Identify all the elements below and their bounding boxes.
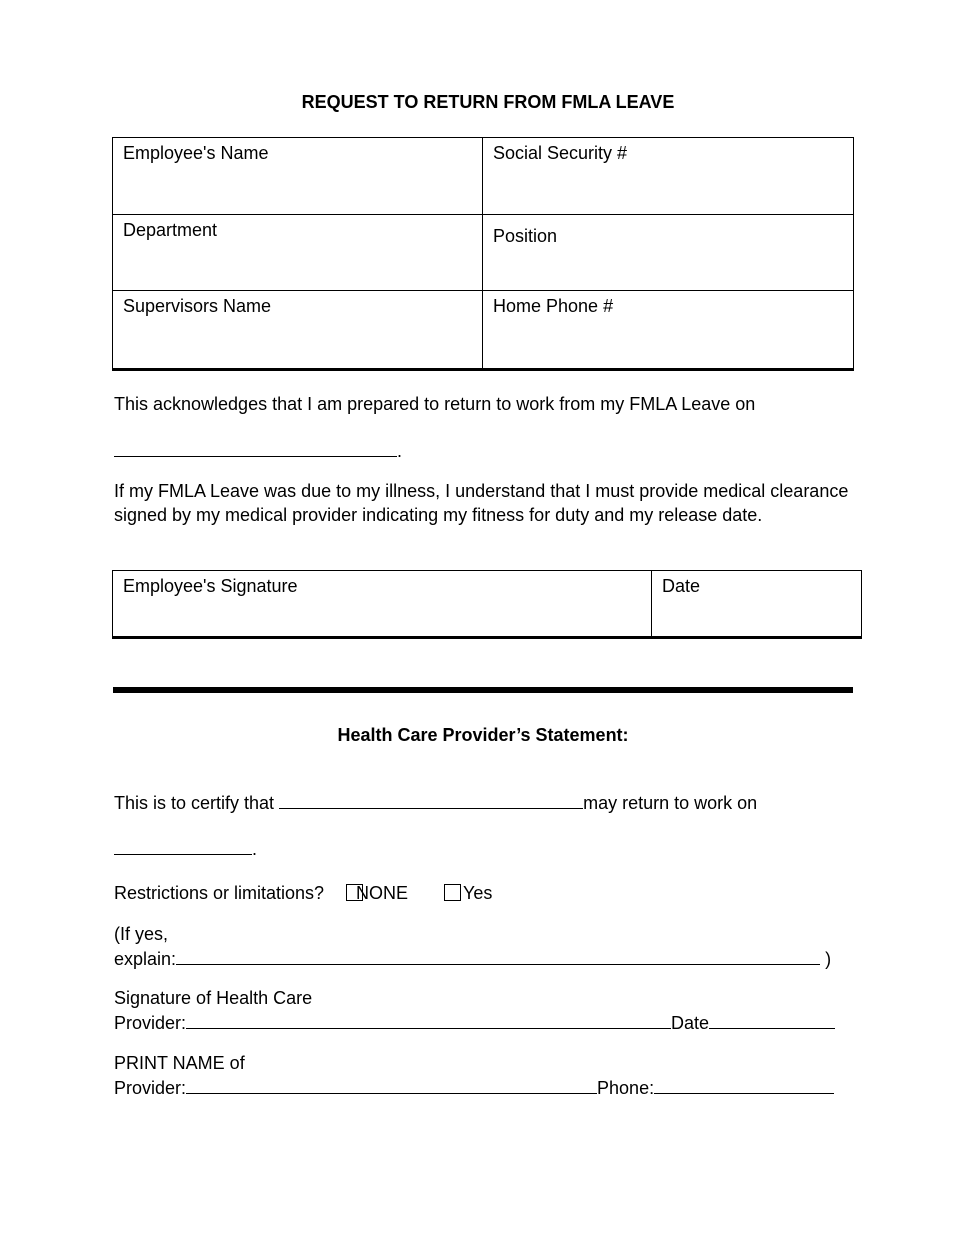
provider-heading: Health Care Provider’s Statement:	[337, 725, 629, 745]
yes-label: Yes	[463, 883, 493, 903]
employee-info-table	[112, 137, 854, 369]
section-divider	[113, 687, 853, 693]
provider-signature-line	[114, 1010, 835, 1035]
employee-signature-cell[interactable]	[113, 571, 652, 637]
none-option[interactable]	[346, 881, 408, 905]
certify-prefix: This is to certify that	[114, 793, 275, 813]
explain-underline[interactable]	[176, 946, 820, 965]
certify-suffix: may return to work on	[583, 793, 758, 813]
yes-option[interactable]	[444, 881, 492, 905]
form-title: REQUEST TO RETURN FROM FMLA LEAVE	[301, 92, 675, 112]
provider-signature-label: Provider:	[114, 1013, 187, 1033]
explain-label: explain:	[114, 949, 177, 969]
print-name-line	[114, 1075, 834, 1100]
provider-phone-label: Phone:	[597, 1078, 655, 1098]
acknowledgement-text: This acknowledges that I am prepared to return to work from my FMLA Leave on	[114, 394, 756, 414]
patient-name-underline[interactable]	[279, 790, 583, 809]
explain-line	[114, 946, 831, 971]
return-work-date-line[interactable]	[114, 836, 257, 861]
ssn-cell[interactable]	[483, 138, 854, 215]
ssn-label: Social Security #	[493, 143, 628, 163]
return-work-date-underline[interactable]	[114, 836, 252, 855]
return-date-underline[interactable]	[114, 438, 397, 457]
department-cell[interactable]	[113, 215, 483, 291]
certify-line	[114, 790, 757, 815]
illness-paragraph: If my FMLA Leave was due to my illness, I understand that I must provide medical clearance signed by my medical provider indicating my fitness for duty and my release date.	[114, 481, 849, 525]
none-label: NONE	[356, 883, 409, 903]
position-label: Position	[493, 226, 558, 246]
return-work-date-period: .	[252, 839, 258, 859]
supervisor-cell[interactable]	[113, 291, 483, 369]
home-phone-label: Home Phone #	[493, 296, 614, 316]
if-yes-line1: (If yes,	[114, 924, 169, 944]
yes-checkbox[interactable]	[444, 884, 461, 901]
print-name-underline[interactable]	[186, 1075, 597, 1094]
provider-phone-underline[interactable]	[654, 1075, 834, 1094]
provider-signature-line1: Signature of Health Care	[114, 988, 313, 1008]
return-date-period: .	[397, 441, 403, 461]
restrictions-line	[114, 881, 324, 905]
employee-signature-table	[112, 570, 862, 637]
employee-date-cell[interactable]	[652, 571, 862, 637]
print-name-label: Provider:	[114, 1078, 187, 1098]
supervisor-label: Supervisors Name	[123, 296, 272, 316]
employee-name-cell[interactable]	[113, 138, 483, 215]
employee-signature-label: Employee's Signature	[123, 576, 298, 596]
department-label: Department	[123, 220, 218, 240]
restrictions-label: Restrictions or limitations?	[114, 883, 325, 903]
provider-date-underline[interactable]	[709, 1010, 835, 1029]
employee-date-label: Date	[662, 576, 701, 596]
home-phone-cell[interactable]	[483, 291, 854, 369]
employee-name-label: Employee's Name	[123, 143, 269, 163]
provider-date-label: Date	[671, 1013, 710, 1033]
provider-signature-underline[interactable]	[186, 1010, 671, 1029]
return-date-line[interactable]	[114, 438, 402, 463]
explain-close-paren: )	[825, 949, 832, 969]
position-cell[interactable]	[483, 215, 854, 291]
print-name-line1: PRINT NAME of	[114, 1053, 245, 1073]
